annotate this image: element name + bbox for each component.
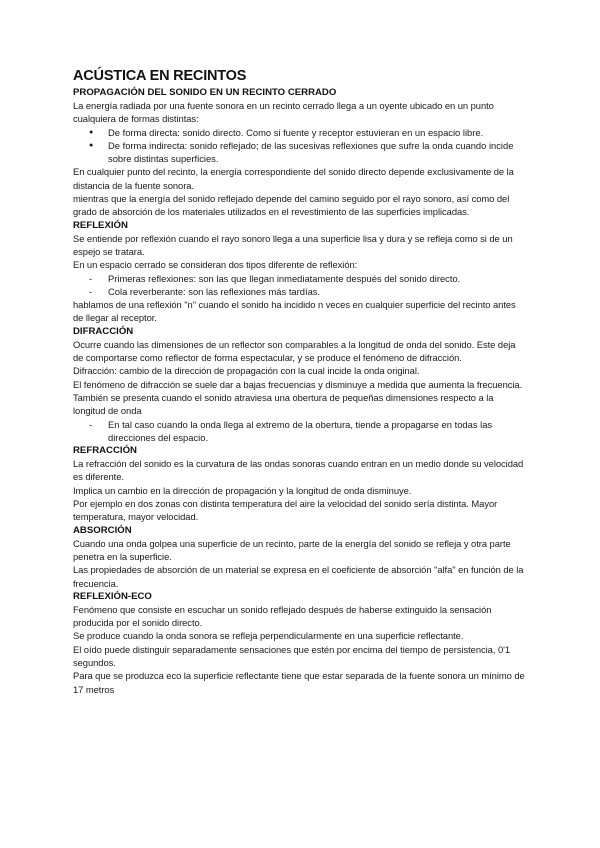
list-item: - Primeras reflexiones: son las que llegan inmediatamente después del sonido directo. bbox=[89, 272, 461, 284]
section-heading: REFRACCIÓN bbox=[73, 445, 137, 457]
list-item: ● De forma indirecta: sonido reflejado; de las sucesivas reflexiones que sufre la onda cuando incide sobre distintas superficies. bbox=[89, 139, 514, 165]
paragraph: En un espacio cerrado se consideran dos tipos diferente de reflexión: bbox=[73, 259, 358, 271]
section-reflexion bbox=[73, 219, 528, 325]
section-propagacion bbox=[73, 86, 528, 219]
bullet-icon: ● bbox=[89, 128, 94, 136]
section-heading: DIFRACCIÓN bbox=[73, 325, 134, 337]
section-heading: ABSORCIÓN bbox=[73, 524, 132, 536]
paragraph: Cuando una onda golpea una superficie de un recinto, parte de la energía del sonido se refleja y otra parte penetra en la superficie. bbox=[73, 537, 511, 562]
section-heading: REFLEXIÓN-ECO bbox=[73, 590, 152, 602]
paragraph: La energía radiada por una fuente sonora en un recinto cerrado llega a un oyente ubicado en un punto cualquiera de formas distintas: bbox=[73, 100, 494, 125]
paragraph: Se produce cuando la onda sonora se refleja perpendicularmente en una superficie reflectante. bbox=[73, 630, 464, 642]
paragraph: También se presenta cuando el sonido atraviesa una obertura de pequeñas dimensiones respecto a la longitud de onda bbox=[73, 391, 494, 417]
list-item: - En tal caso cuando la onda llega al extremo de la obertura, tiende a propagarse en todas las direcciones del espacio. bbox=[89, 418, 493, 443]
paragraph: Las propiedades de absorción de un material se expresa en el coeficiente de absorción "alfa" en función de la frecuencia. bbox=[73, 564, 524, 589]
paragraph: Difracción: cambio de la dirección de propagación con la cual incide la onda original. bbox=[73, 365, 420, 377]
paragraph: hablamos de una reflexión "n" cuando el sonido ha incidido n veces en cualquier superficie del recinto antes de llegar al receptor. bbox=[73, 299, 516, 324]
paragraph: Fenómeno que consiste en escuchar un sonido reflejado después de haberse extinguido la sensación producida por el sonido directo. bbox=[73, 603, 492, 629]
paragraph: Por ejemplo en dos zonas con distinta temperatura del aire la velocidad del sonido sería distinta. Mayor temperatura, mayor velocidad. bbox=[73, 498, 498, 523]
list-item: ● De forma directa: sonido directo. Como si fuente y receptor estuvieran en un espacio libre. bbox=[89, 126, 484, 138]
paragraph: Para que se produzca eco la superficie reflectante tiene que estar separada de la fuente sonora un mínimo de 17 metros bbox=[73, 670, 525, 695]
paragraph: Ocurre cuando las dimensiones de un reflector son comparables a la longitud de onda del sonido. Este deja de comportarse como reflector de forma espectacular, y se produce el fenómeno de difracción. bbox=[73, 338, 516, 364]
dash-icon: - bbox=[89, 285, 93, 297]
page-title: ACÚSTICA EN RECINTOS bbox=[73, 68, 247, 84]
paragraph: La refracción del sonido es la curvatura de las ondas sonoras cuando entran en un medio donde su velocidad es diferente. bbox=[73, 458, 524, 483]
section-heading: REFLEXIÓN bbox=[73, 219, 128, 231]
paragraph: mientras que la energía del sonido reflejado depende del camino seguido por el rayo sonoro, así como del grado de absorción de los materiales utilizados en el revestimiento de las superficies implicadas. bbox=[73, 193, 510, 218]
dash-icon: - bbox=[89, 272, 93, 284]
paragraph: Implica un cambio en la dirección de propagación y la longitud de onda disminuye. bbox=[73, 484, 412, 496]
section-refraccion bbox=[73, 444, 528, 523]
paragraph: Se entiende por reflexión cuando el rayo sonoro llega a una superficie lisa y dura y se refleja como si de un espejo se tratara. bbox=[73, 232, 513, 257]
dash-icon: - bbox=[89, 418, 93, 430]
section-reflexion-eco bbox=[73, 590, 528, 696]
paragraph: El fenómeno de difracción se suele dar a bajas frecuencias y disminuye a medida que aumenta la frecuencia. bbox=[73, 378, 523, 390]
dash-list bbox=[73, 418, 528, 445]
paragraph: En cualquier punto del recinto, la energía correspondiente del sonido directo depende exclusivamente de la distancia de la fuente sonora. bbox=[73, 166, 514, 191]
list-item: - Cola reverberante: son las reflexiones más tardías. bbox=[89, 285, 321, 297]
section-heading: PROPAGACIÓN DEL SONIDO EN UN RECINTO CERRADO bbox=[73, 87, 337, 98]
bullet-list bbox=[73, 126, 528, 166]
paragraph: El oído puede distinguir separadamente sensaciones que estén por encima del tiempo de persistencia, 0'1 segundos. bbox=[73, 643, 511, 668]
section-difraccion bbox=[73, 325, 528, 444]
dash-list bbox=[73, 272, 528, 299]
section-absorcion bbox=[73, 524, 528, 590]
bullet-icon: ● bbox=[89, 141, 94, 149]
